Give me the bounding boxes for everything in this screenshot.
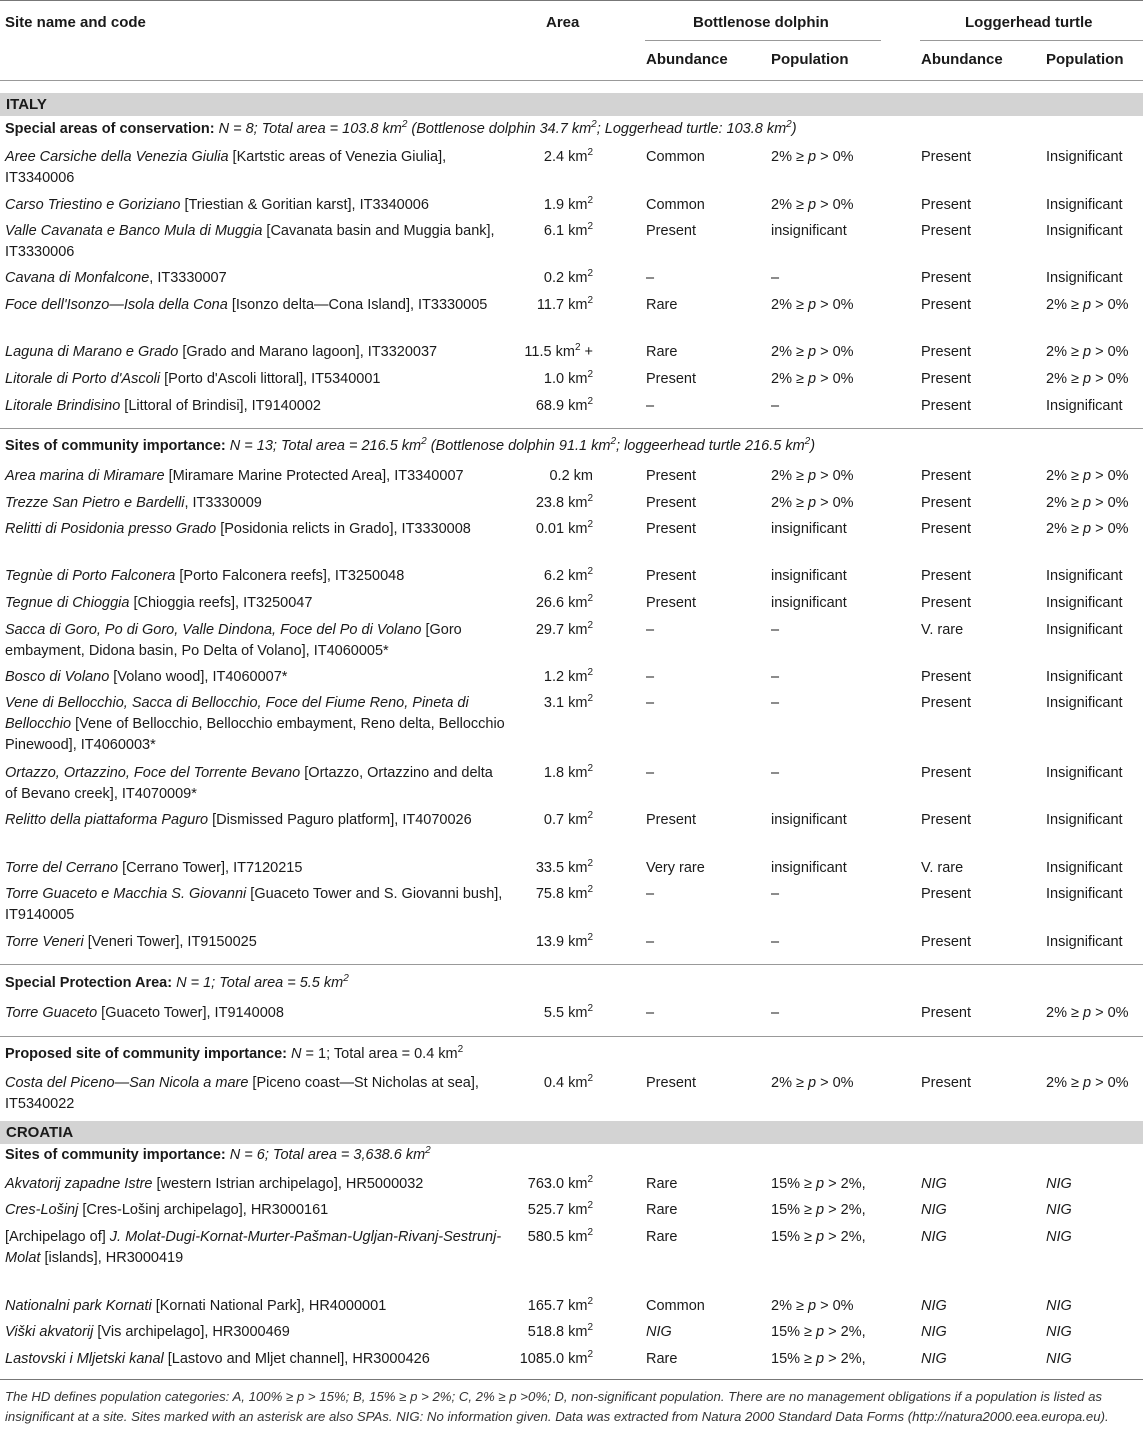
dolphin-abundance: Present: [646, 223, 696, 239]
site-area: 518.8 $km^2$: [527, 1322, 593, 1340]
turtle-population: 2% ≥ p > 0%: [1046, 495, 1129, 511]
site-name: Bosco di Volano [Volano wood], IT4060007*: [5, 669, 288, 685]
section-heading-psci: [5, 1046, 463, 1062]
section-rule: [0, 428, 1143, 429]
turtle-abundance: Present: [921, 398, 971, 414]
section-title: Sites of community importance:: [5, 438, 226, 454]
site-name: Aree Carsiche della Venezia Giulia [Kartstic areas of Venezia Giulia], IT3340006: [5, 149, 447, 186]
dolphin-abundance: Rare: [646, 297, 678, 313]
dolphin-population: 15% ≥ p > 2%,: [771, 1202, 866, 1218]
turtle-abundance: NIG: [921, 1298, 947, 1314]
site-area: 6.2 $km^2$: [543, 566, 593, 584]
turtle-population: Insignificant: [1046, 812, 1123, 828]
turtle-population: 2% ≥ p > 0%: [1046, 344, 1129, 360]
dolphin-population: –: [771, 270, 780, 286]
site-area: 1085.0 $km^2$: [519, 1349, 593, 1367]
site-name: Viški akvatorij [Vis archipelago], HR3000469: [5, 1324, 290, 1340]
dolphin-population: insignificant: [771, 521, 847, 537]
turtle-abundance: NIG: [921, 1351, 947, 1367]
turtle-abundance: Present: [921, 468, 971, 484]
section-heading-spa: [5, 975, 349, 991]
dolphin-abundance: Rare: [646, 1176, 678, 1192]
site-name: Foce dell'Isonzo—Isola della Cona [Isonzo delta—Cona Island], IT3330005: [5, 297, 488, 313]
dolphin-abundance: –: [646, 270, 655, 286]
site-area: 11.7 $km^2$: [536, 295, 593, 313]
site-area: 3.1 $km^2$: [543, 693, 593, 711]
country-band-italy: [0, 93, 1143, 116]
site-name: Relitti di Posidonia presso Grado [Posidonia relicts in Grado], IT3330008: [5, 521, 471, 537]
turtle-population: NIG: [1046, 1324, 1072, 1340]
site-area: 0.7 $km^2$: [543, 810, 593, 828]
site-name: Cavana di Monfalcone, IT3330007: [5, 270, 227, 286]
turtle-abundance: Present: [921, 695, 971, 711]
turtle-abundance: Present: [921, 934, 971, 950]
turtle-population: 2% ≥ p > 0%: [1046, 1005, 1129, 1021]
turtle-population: Insignificant: [1046, 197, 1123, 213]
dolphin-population: insignificant: [771, 223, 847, 239]
dolphin-population: 15% ≥ p > 2%,: [771, 1176, 866, 1192]
country-label-croatia: CROATIA: [6, 1124, 74, 1141]
table-top-rule: [0, 0, 1143, 1]
site-area: 1.8 $km^2$: [543, 763, 593, 781]
site-name: Vene di Bellocchio, Sacca di Bellocchio, Foce del Fiume Reno, Pineta di Bellocchio [Vene of Bellocchio, Bellocchio embayment, Reno delta, Bellocchio Pinewood], IT4060003*: [5, 695, 505, 753]
turtle-abundance: Present: [921, 371, 971, 387]
site-area: 75.8 $km^2$: [535, 884, 593, 902]
dolphin-population: –: [771, 398, 780, 414]
turtle-population: 2% ≥ p > 0%: [1046, 1075, 1129, 1091]
turtle-population: Insignificant: [1046, 934, 1123, 950]
turtle-abundance: Present: [921, 1075, 971, 1091]
site-area: 23.8 $km^2$: [535, 493, 593, 511]
header-site: Site name and code: [5, 14, 146, 31]
turtle-abundance: Present: [921, 149, 971, 165]
turtle-population: NIG: [1046, 1229, 1072, 1245]
site-area: 1.0 $km^2$: [543, 369, 593, 387]
turtle-population: NIG: [1046, 1351, 1072, 1367]
turtle-population: 2% ≥ p > 0%: [1046, 371, 1129, 387]
header-turtle-abundance: Abundance: [921, 51, 1003, 68]
turtle-abundance: NIG: [921, 1202, 947, 1218]
section-title: Special areas of conservation:: [5, 121, 215, 137]
site-area: 26.6 $km^2$: [535, 593, 593, 611]
turtle-abundance: Present: [921, 595, 971, 611]
dolphin-abundance: –: [646, 669, 655, 685]
site-name: Torre Guaceto e Macchia S. Giovanni [Guaceto Tower and S. Giovanni bush], IT9140005: [5, 886, 503, 923]
dolphin-abundance: –: [646, 886, 655, 902]
dolphin-abundance: –: [646, 695, 655, 711]
turtle-abundance: Present: [921, 669, 971, 685]
dolphin-population: 2% ≥ p > 0%: [771, 197, 854, 213]
turtle-population: NIG: [1046, 1202, 1072, 1218]
dolphin-population: –: [771, 695, 780, 711]
dolphin-population: –: [771, 1005, 780, 1021]
turtle-header-rule: [920, 40, 1143, 41]
dolphin-header-rule: [645, 40, 881, 41]
dolphin-abundance: Common: [646, 197, 705, 213]
dolphin-abundance: –: [646, 398, 655, 414]
dolphin-abundance: Present: [646, 371, 696, 387]
dolphin-population: 2% ≥ p > 0%: [771, 1298, 854, 1314]
header-dolphin-population: Population: [771, 51, 849, 68]
site-name: Relitto della piattaforma Paguro [Dismissed Paguro platform], IT4070026: [5, 812, 472, 828]
turtle-abundance: Present: [921, 1005, 971, 1021]
turtle-abundance: NIG: [921, 1324, 947, 1340]
site-name: Litorale Brindisino [Littoral of Brindisi], IT9140002: [5, 398, 321, 414]
turtle-population: 2% ≥ p > 0%: [1046, 468, 1129, 484]
turtle-abundance: Present: [921, 297, 971, 313]
dolphin-abundance: Present: [646, 568, 696, 584]
dolphin-population: –: [771, 934, 780, 950]
turtle-abundance: Present: [921, 812, 971, 828]
dolphin-abundance: Common: [646, 149, 705, 165]
dolphin-abundance: Present: [646, 495, 696, 511]
dolphin-population: –: [771, 622, 780, 638]
site-area: 6.1 $km^2$: [543, 221, 593, 239]
turtle-population: Insignificant: [1046, 223, 1123, 239]
dolphin-abundance: Rare: [646, 1202, 678, 1218]
site-area: 13.9 $km^2$: [535, 932, 593, 950]
site-name: Nationalni park Kornati [Kornati National Park], HR4000001: [5, 1298, 387, 1314]
site-name: Valle Cavanata e Banco Mula di Muggia [Cavanata basin and Muggia bank], IT3330006: [5, 223, 495, 260]
site-area: 0.01 $km^2$: [535, 519, 593, 537]
turtle-abundance: Present: [921, 495, 971, 511]
site-name: Area marina di Miramare [Miramare Marine Protected Area], IT3340007: [5, 468, 464, 484]
dolphin-abundance: Present: [646, 468, 696, 484]
dolphin-population: 2% ≥ p > 0%: [771, 1075, 854, 1091]
turtle-abundance: Present: [921, 521, 971, 537]
section-rule: [0, 964, 1143, 965]
turtle-population: NIG: [1046, 1298, 1072, 1314]
dolphin-abundance: Present: [646, 1075, 696, 1091]
section-details: N = 8; Total area = 103.8 $km^2$ (Bottlenose dolphin 34.7 $km^2$; Loggerhead turtle: 103.8 $km^2$): [218, 119, 797, 137]
section-heading-sac: [5, 121, 797, 137]
turtle-abundance: Present: [921, 223, 971, 239]
dolphin-population: –: [771, 886, 780, 902]
dolphin-population: 2% ≥ p > 0%: [771, 495, 854, 511]
site-area: 763.0 $km^2$: [527, 1174, 593, 1192]
turtle-abundance: NIG: [921, 1229, 947, 1245]
site-area: 11.5 $km^2$ +: [524, 342, 593, 360]
site-area: 29.7 $km^2$: [535, 620, 593, 638]
site-area: 165.7 $km^2$: [527, 1296, 593, 1314]
dolphin-population: insignificant: [771, 595, 847, 611]
dolphin-population: –: [771, 765, 780, 781]
site-area: 1.2 $km^2$: [543, 667, 593, 685]
turtle-abundance: Present: [921, 270, 971, 286]
dolphin-abundance: Rare: [646, 344, 678, 360]
dolphin-population: 15% ≥ p > 2%,: [771, 1324, 866, 1340]
dolphin-abundance: –: [646, 622, 655, 638]
site-area: 2.4 $km^2$: [543, 147, 593, 165]
site-area: 580.5 $km^2$: [527, 1227, 593, 1245]
dolphin-abundance: Common: [646, 1298, 705, 1314]
turtle-population: Insignificant: [1046, 595, 1123, 611]
dolphin-abundance: –: [646, 1005, 655, 1021]
turtle-population: Insignificant: [1046, 765, 1123, 781]
site-area: 5.5 $km^2$: [543, 1003, 593, 1021]
dolphin-abundance: –: [646, 934, 655, 950]
site-area: 1.9 $km^2$: [543, 195, 593, 213]
turtle-abundance: Present: [921, 886, 971, 902]
section-title: Proposed site of community importance:: [5, 1046, 287, 1062]
site-name: Trezze San Pietro e Bardelli, IT3330009: [5, 495, 262, 511]
site-name: Sacca di Goro, Po di Goro, Valle Dindona, Foce del Po di Volano [Goro embayment, Didona basin, Po Delta of Volano], IT4060005*: [5, 622, 462, 659]
site-name: Cres-Lošinj [Cres-Lošinj archipelago], HR3000161: [5, 1202, 329, 1218]
turtle-population: Insignificant: [1046, 669, 1123, 685]
header-turtle: Loggerhead turtle: [965, 14, 1093, 31]
turtle-abundance: Present: [921, 197, 971, 213]
site-name: Akvatorij zapadne Istre [western Istrian archipelago], HR5000032: [5, 1176, 424, 1192]
dolphin-abundance: Very rare: [646, 860, 705, 876]
turtle-population: Insignificant: [1046, 149, 1123, 165]
dolphin-population: 2% ≥ p > 0%: [771, 297, 854, 313]
turtle-population: Insignificant: [1046, 398, 1123, 414]
turtle-abundance: Present: [921, 765, 971, 781]
section-details: N = 1; Total area = 0.4 $km^2$: [291, 1044, 464, 1062]
table-bottom-rule: [0, 1379, 1143, 1380]
site-name: [Archipelago of] J. Molat-Dugi-Kornat-Murter-Pašman-Ugljan-Rivanj-Sestrunj-Molat [islands], HR3000419: [5, 1229, 502, 1266]
header-turtle-population: Population: [1046, 51, 1124, 68]
site-name: Ortazzo, Ortazzino, Foce del Torrente Bevano [Ortazzo, Ortazzino and delta of Bevano creek], IT4070009*: [5, 765, 493, 802]
header-dolphin: Bottlenose dolphin: [693, 14, 829, 31]
turtle-population: Insignificant: [1046, 568, 1123, 584]
header-area: Area: [546, 14, 580, 31]
dolphin-population: 2% ≥ p > 0%: [771, 344, 854, 360]
site-name: Costa del Piceno—San Nicola a mare [Piceno coast—St Nicholas at sea], IT5340022: [5, 1075, 479, 1112]
site-name: Torre Guaceto [Guaceto Tower], IT9140008: [5, 1005, 284, 1021]
section-title: Special Protection Area:: [5, 975, 173, 991]
site-name: Torre Veneri [Veneri Tower], IT9150025: [5, 934, 257, 950]
site-name: Litorale di Porto d'Ascoli [Porto d'Ascoli littoral], IT5340001: [5, 371, 381, 387]
section-details: N = 1; Total area = 5.5 $km^2$: [176, 973, 349, 991]
site-area: 33.5 $km^2$: [535, 858, 593, 876]
site-name: Laguna di Marano e Grado [Grado and Marano lagoon], IT3320037: [5, 344, 438, 360]
dolphin-abundance: NIG: [646, 1324, 672, 1340]
dolphin-abundance: Present: [646, 595, 696, 611]
dolphin-population: 15% ≥ p > 2%,: [771, 1351, 866, 1367]
turtle-abundance: V. rare: [921, 622, 964, 638]
site-name: Lastovski i Mljetski kanal [Lastovo and Mljet channel], HR3000426: [5, 1351, 430, 1367]
site-name: Torre del Cerrano [Cerrano Tower], IT7120215: [5, 860, 303, 876]
footnote: The HD defines population categories: A, 100% ≥ p > 15%; B, 15% ≥ p > 2%; C, 2% ≥ p >0%; D, non-significant population. There are no management obligations if a population is listed as insignificant at a site. Sites marked with an asterisk are also SPAs. NIG: No information given. Data was extracted from Natura 2000 Standard Data Forms (http://natura2000.eea.europa.eu).: [5, 1389, 1109, 1424]
turtle-abundance: Present: [921, 568, 971, 584]
turtle-population: 2% ≥ p > 0%: [1046, 521, 1129, 537]
dolphin-abundance: Present: [646, 521, 696, 537]
turtle-population: Insignificant: [1046, 270, 1123, 286]
site-name: Tegnùe di Porto Falconera [Porto Falconera reefs], IT3250048: [5, 568, 405, 584]
site-area: 525.7 $km^2$: [527, 1200, 593, 1218]
section-details: N = 13; Total area = 216.5 $km^2$ (Bottlenose dolphin 91.1 $km^2$; loggeerhead turtle 216.5 $km^2$): [229, 436, 816, 454]
header-dolphin-abundance: Abundance: [646, 51, 728, 68]
turtle-population: NIG: [1046, 1176, 1072, 1192]
dolphin-population: insignificant: [771, 860, 847, 876]
section-rule: [0, 1036, 1143, 1037]
section-title: Sites of community importance:: [5, 1147, 226, 1163]
dolphin-abundance: –: [646, 765, 655, 781]
country-label-italy: ITALY: [6, 96, 47, 113]
site-area: 68.9 $km^2$: [535, 396, 593, 414]
dolphin-population: 2% ≥ p > 0%: [771, 149, 854, 165]
turtle-population: Insignificant: [1046, 622, 1123, 638]
site-name: Tegnue di Chioggia [Chioggia reefs], IT3250047: [5, 595, 313, 611]
dolphin-population: insignificant: [771, 812, 847, 828]
site-area: 0.4 $km^2$: [543, 1073, 593, 1091]
turtle-population: Insignificant: [1046, 695, 1123, 711]
header-bottom-rule: [0, 80, 1143, 81]
site-area: 0.2 km: [549, 468, 593, 484]
turtle-abundance: Present: [921, 344, 971, 360]
turtle-population: Insignificant: [1046, 886, 1123, 902]
dolphin-population: –: [771, 669, 780, 685]
dolphin-abundance: Rare: [646, 1229, 678, 1245]
section-heading-sci-italy: [5, 438, 815, 454]
dolphin-population: 15% ≥ p > 2%,: [771, 1229, 866, 1245]
dolphin-abundance: Rare: [646, 1351, 678, 1367]
dolphin-population: 2% ≥ p > 0%: [771, 468, 854, 484]
turtle-abundance: V. rare: [921, 860, 964, 876]
turtle-abundance: NIG: [921, 1176, 947, 1192]
site-area: 0.2 $km^2$: [543, 268, 593, 286]
dolphin-population: insignificant: [771, 568, 847, 584]
section-heading-sci-croatia: [5, 1147, 431, 1163]
turtle-population: Insignificant: [1046, 860, 1123, 876]
site-name: Carso Triestino e Goriziano [Triestian & Goritian karst], IT3340006: [5, 197, 429, 213]
dolphin-abundance: Present: [646, 812, 696, 828]
section-details: N = 6; Total area = 3,638.6 $km^2$: [229, 1145, 431, 1163]
dolphin-population: 2% ≥ p > 0%: [771, 371, 854, 387]
turtle-population: 2% ≥ p > 0%: [1046, 297, 1129, 313]
country-band-croatia: [0, 1121, 1143, 1144]
